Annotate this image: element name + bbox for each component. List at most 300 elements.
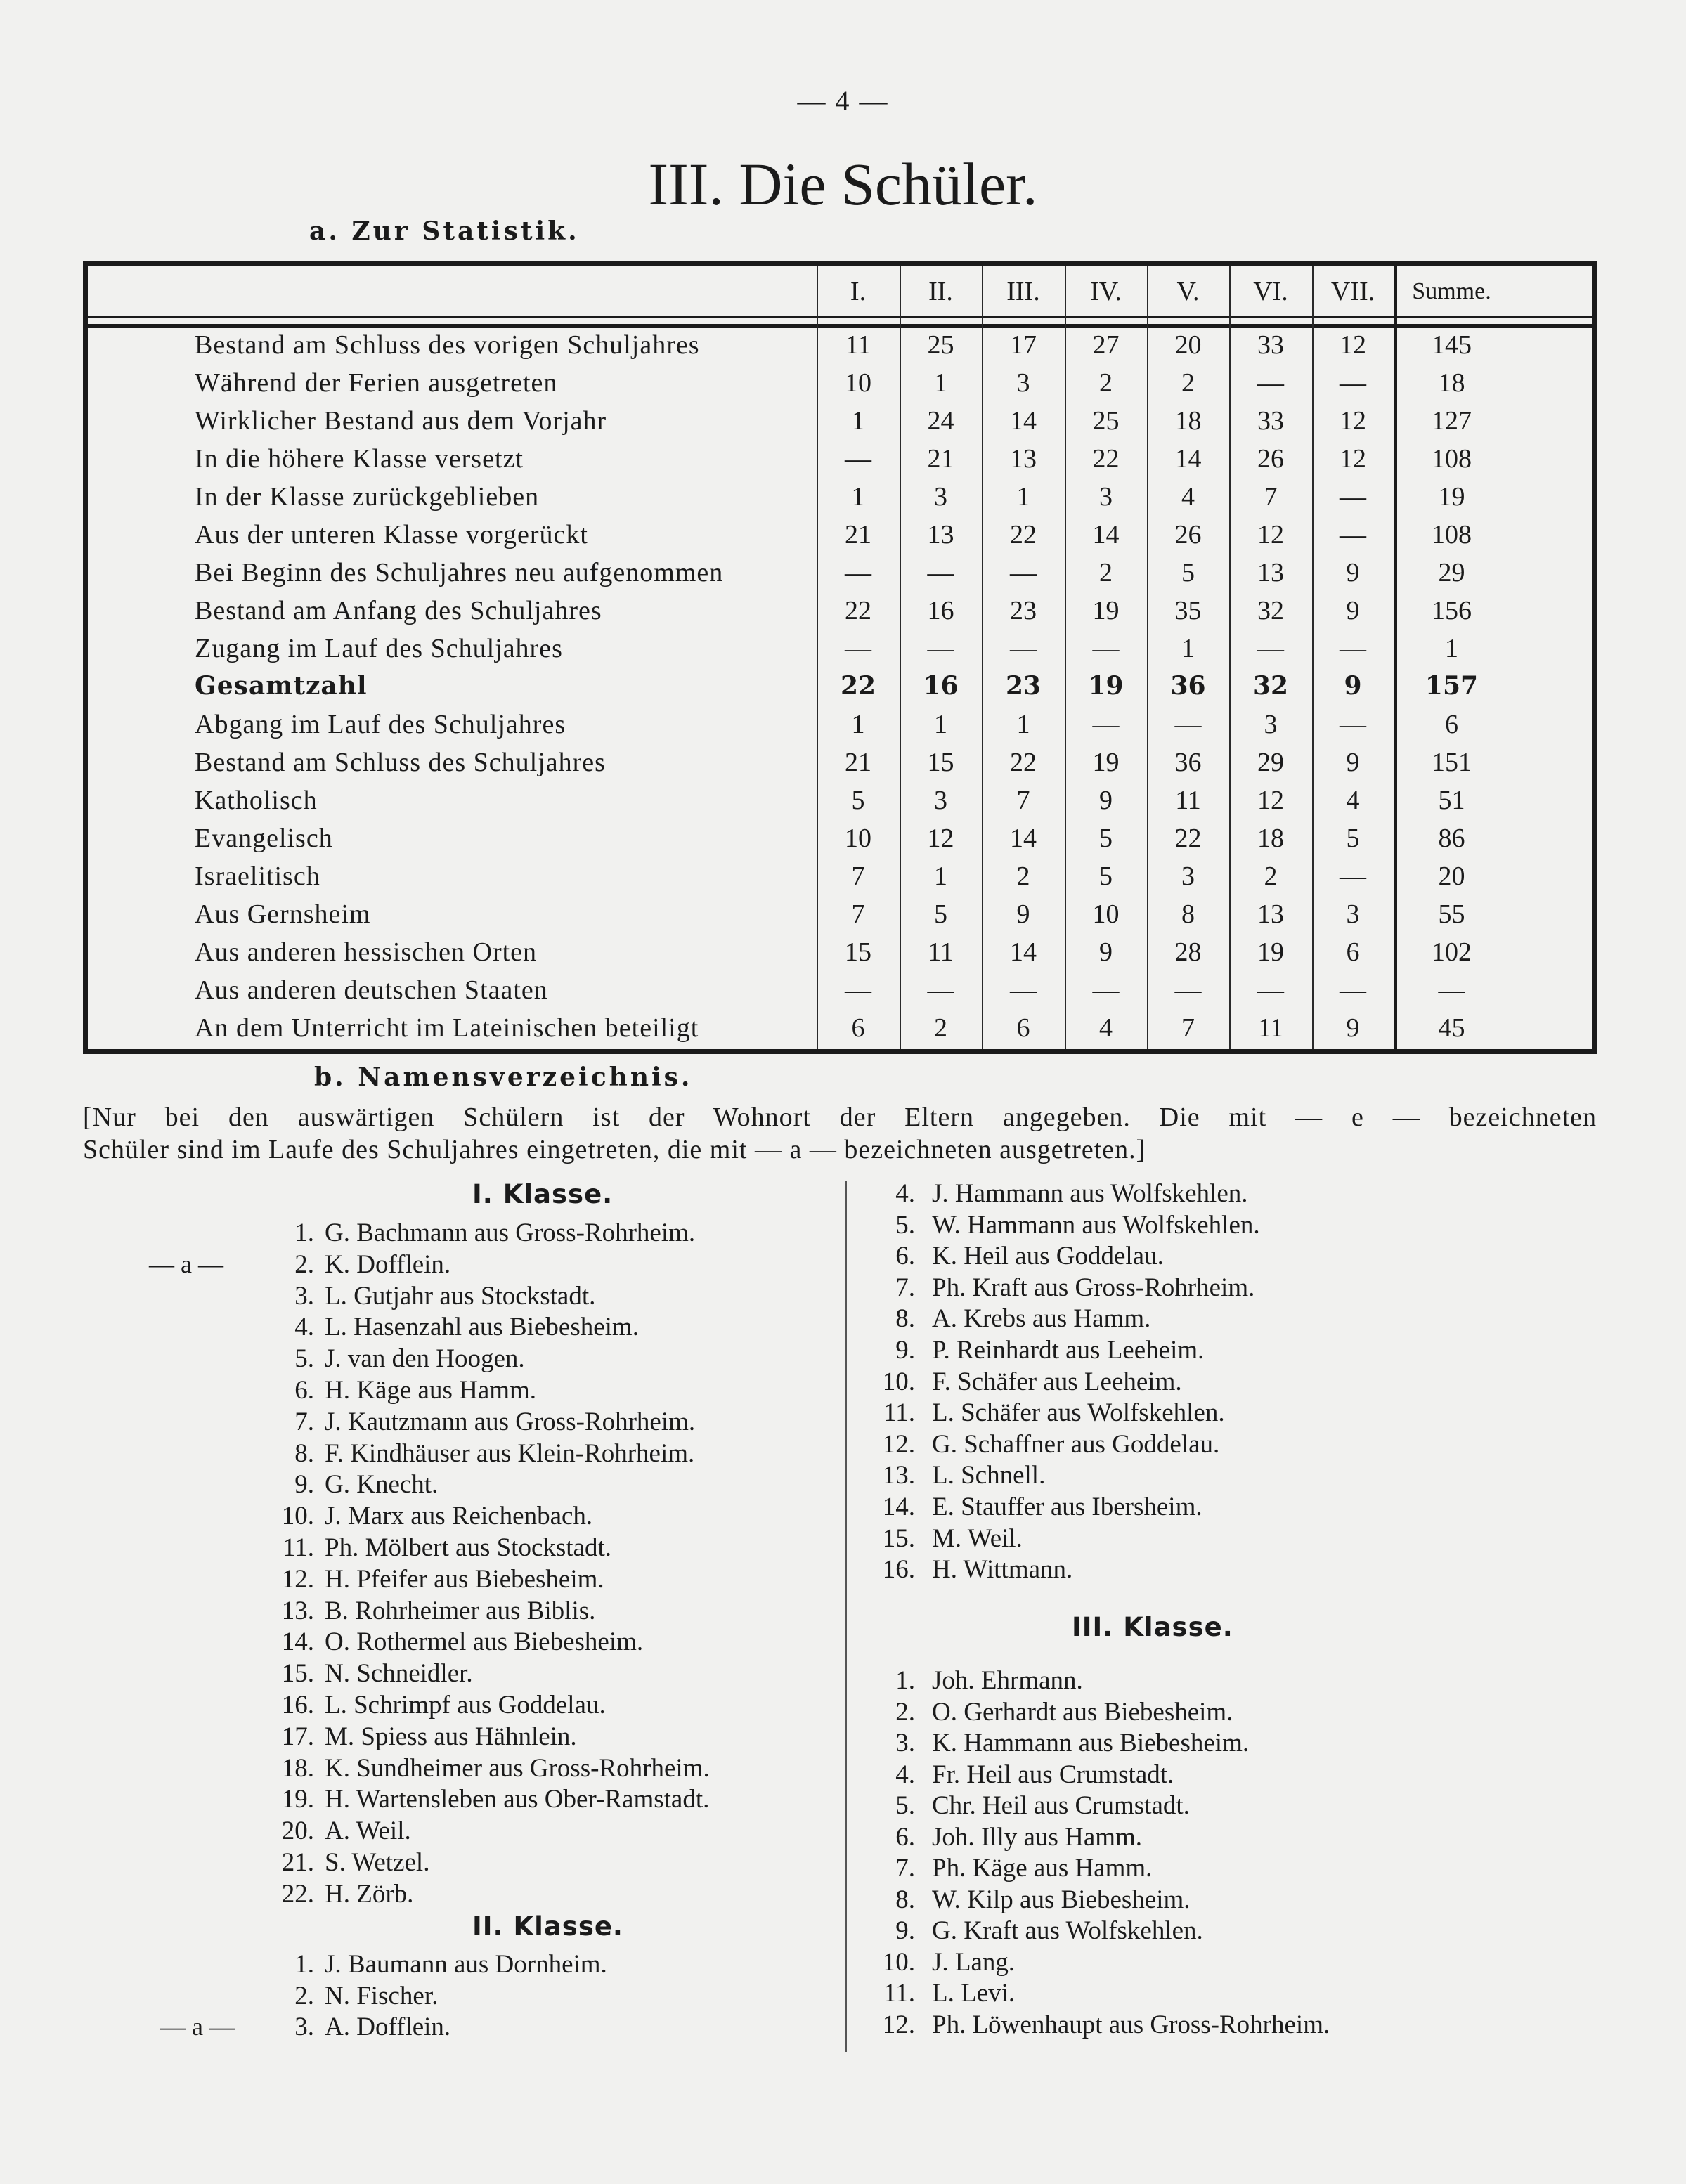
table-cell: — <box>1010 634 1037 663</box>
table-cell: 3 <box>1016 368 1030 398</box>
table-cell: 19 <box>1092 748 1120 777</box>
list-item <box>871 1790 1190 1821</box>
list-item-number: 13. <box>281 1596 314 1625</box>
table-cell: — <box>1438 975 1465 1005</box>
list-item <box>271 1407 695 1437</box>
table-cell: 21 <box>845 520 871 550</box>
list-item <box>871 1916 1203 1946</box>
list-item-number: 12. <box>281 1564 314 1594</box>
list-item <box>871 1398 1225 1428</box>
note-line-2: Schüler sind im Laufe des Schuljahres eingetreten, die mit — a — bezeichneten ausgetreten.] <box>83 1135 1146 1164</box>
list-item-number: 10. <box>882 1367 915 1396</box>
row-label: Bei Beginn des Schuljahres neu aufgenommen <box>195 558 724 587</box>
list-item-name: G. Knecht. <box>325 1470 439 1500</box>
list-item-name: O. Rothermel aus Biebesheim. <box>325 1627 644 1657</box>
table-cell: 22 <box>1092 444 1120 474</box>
list-item-number: 13. <box>882 1461 915 1490</box>
list-item <box>271 1218 695 1248</box>
list-item-number: 3. <box>294 2013 314 2041</box>
list-item-number: 8. <box>895 1885 915 1914</box>
table-cell: 28 <box>1174 937 1202 967</box>
list-item <box>271 1501 592 1531</box>
withdrawn-mark: — a — <box>149 1249 223 1278</box>
list-item <box>271 1312 639 1342</box>
table-cell: 9 <box>1346 748 1360 777</box>
table-cell: 11 <box>1257 1013 1284 1043</box>
row-label: Abgang im Lauf des Schuljahres <box>195 710 566 739</box>
table-cell: — <box>1257 368 1284 398</box>
table-cell: 26 <box>1174 520 1202 550</box>
row-label: Aus der unteren Klasse vorgerückt <box>195 520 588 550</box>
table-cell: 5 <box>851 786 865 815</box>
list-item <box>271 1533 611 1563</box>
list-item-name: P. Reinhardt aus Leeheim. <box>932 1336 1205 1365</box>
list-item-number: 9. <box>895 1916 915 1945</box>
list-item-number: 6. <box>895 1822 915 1852</box>
section-heading-statistik: a. Zur Statistik. <box>309 216 580 246</box>
list-item <box>871 1665 1083 1696</box>
table-cell: 29 <box>1257 748 1284 777</box>
table-cell: 13 <box>1257 899 1284 929</box>
list-item <box>871 1978 1015 2008</box>
table-cell: 7 <box>1264 482 1278 512</box>
table-cell: 6 <box>1016 1013 1030 1043</box>
list-item <box>871 1241 1164 1271</box>
list-item-name: Chr. Heil aus Crumstadt. <box>932 1791 1190 1820</box>
table-cell: 14 <box>1174 444 1202 474</box>
row-label: In der Klasse zurückgeblieben <box>195 482 540 512</box>
table-cell: 55 <box>1438 899 1465 929</box>
table-cell: 1 <box>1445 634 1458 663</box>
row-label: An dem Unterricht im Lateinischen beteiligt <box>195 1013 699 1043</box>
table-cell: 10 <box>845 824 871 853</box>
table-cell: 25 <box>927 330 954 360</box>
list-item <box>271 1949 607 1980</box>
list-item-number: 19. <box>281 1785 314 1814</box>
list-item-number: 7. <box>294 1407 314 1436</box>
table-cell: 27 <box>1092 330 1120 360</box>
table-cell: 12 <box>927 824 954 853</box>
table-cell: 4 <box>1346 786 1360 815</box>
list-item-number: 17. <box>281 1722 314 1751</box>
class-heading-2: II. Klasse. <box>472 1911 623 1942</box>
list-item-name: F. Kindhäuser aus Klein-Rohrheim. <box>325 1438 695 1468</box>
list-item-name: E. Stauffer aus Ibersheim. <box>932 1493 1202 1521</box>
table-cell: 157 <box>1425 671 1479 701</box>
table-cell: — <box>1092 634 1120 663</box>
table-cell: 6 <box>1445 710 1458 739</box>
table-cell: — <box>845 634 871 663</box>
list-item-name: H. Pfeifer aus Biebesheim. <box>325 1564 604 1594</box>
table-cell: 22 <box>840 671 876 701</box>
list-item-number: 15. <box>882 1523 915 1553</box>
table-cell: 11 <box>845 330 871 360</box>
table-cell: 1 <box>934 862 947 891</box>
list-item <box>271 1847 429 1878</box>
list-item-name: W. Hammann aus Wolfskehlen. <box>932 1210 1260 1240</box>
table-cell: 23 <box>1010 596 1037 625</box>
list-item-name: N. Fischer. <box>325 1981 439 2010</box>
class-heading-3: III. Klasse. <box>1072 1612 1233 1642</box>
list-item-name: J. Hammann aus Wolfskehlen. <box>932 1179 1248 1208</box>
list-item <box>871 1304 1150 1334</box>
list-item <box>871 1460 1045 1490</box>
list-item-number: 11. <box>283 1533 314 1562</box>
list-item <box>271 1375 536 1405</box>
table-cell: 3 <box>1346 899 1360 929</box>
table-cell: 2 <box>1264 862 1278 891</box>
list-item-name: H. Wittmann. <box>932 1555 1073 1585</box>
table-cell: 1 <box>851 406 865 436</box>
table-cell: 24 <box>927 406 954 436</box>
list-item <box>871 1728 1249 1758</box>
table-cell: 5 <box>1346 824 1360 853</box>
list-item <box>871 1429 1219 1460</box>
list-item-name: H. Käge aus Hamm. <box>325 1376 537 1405</box>
column-header: VI. <box>1253 277 1288 306</box>
list-item-name: B. Rohrheimer aus Biblis. <box>325 1596 596 1625</box>
list-item-number: 1. <box>294 1218 314 1247</box>
list-item-name: L. Schrimpf aus Goddelau. <box>325 1691 606 1720</box>
table-cell: — <box>927 634 954 663</box>
table-cell: 22 <box>1174 824 1202 853</box>
list-item <box>271 1753 710 1783</box>
table-cell: 19 <box>1088 671 1124 701</box>
table-cell: 9 <box>1016 899 1030 929</box>
table-cell: 1 <box>1016 710 1030 739</box>
table-cell: 102 <box>1432 937 1472 967</box>
table-cell: 20 <box>1174 330 1202 360</box>
table-cell: 6 <box>851 1013 865 1043</box>
list-item <box>871 1885 1191 1915</box>
table-cell: 151 <box>1432 748 1472 777</box>
list-item-number: 5. <box>294 1344 314 1374</box>
table-cell: 9 <box>1344 671 1362 701</box>
list-item <box>271 1658 473 1689</box>
table-cell: 36 <box>1174 748 1202 777</box>
list-item <box>871 1760 1174 1790</box>
list-item-number: 20. <box>281 1816 314 1846</box>
table-cell: 7 <box>1181 1013 1195 1043</box>
list-item <box>271 1784 709 1814</box>
list-item-number: 8. <box>895 1304 915 1334</box>
table-cell: 108 <box>1432 444 1472 474</box>
table-cell: 1 <box>851 482 865 512</box>
column-header: Summe. <box>1412 278 1491 304</box>
list-item <box>271 1344 525 1374</box>
table-cell: 19 <box>1438 482 1465 512</box>
table-cell: 12 <box>1257 786 1284 815</box>
table-cell: 14 <box>1010 937 1037 967</box>
table-cell: 20 <box>1438 862 1465 891</box>
table-cell: 7 <box>851 862 865 891</box>
list-item-name: A. Dofflein. <box>325 2013 451 2041</box>
table-cell: 29 <box>1438 558 1465 587</box>
table-cell: 12 <box>1257 520 1284 550</box>
column-header: I. <box>850 277 867 306</box>
table-cell: 36 <box>1170 671 1206 701</box>
list-item-number: 22. <box>281 1879 314 1909</box>
list-item-number: 14. <box>882 1493 915 1521</box>
table-cell: 2 <box>1099 368 1113 398</box>
table-cell: 7 <box>1016 786 1030 815</box>
list-item-name: K. Sundheimer aus Gross-Rohrheim. <box>325 1753 710 1783</box>
table-cell: — <box>1092 710 1120 739</box>
list-item-name: Ph. Mölbert aus Stockstadt. <box>325 1533 612 1562</box>
table-cell: 5 <box>1099 824 1113 853</box>
list-item-name: H. Zörb. <box>325 1879 414 1909</box>
list-item <box>871 1554 1072 1585</box>
page-title: III. Die Schüler. <box>648 150 1038 218</box>
list-item-name: Joh. Illy aus Hamm. <box>932 1822 1143 1852</box>
table-cell: 22 <box>845 596 871 625</box>
table-cell: 12 <box>1340 406 1366 436</box>
row-label: Israelitisch <box>195 862 320 891</box>
list-item-name: G. Kraft aus Wolfskehlen. <box>932 1916 1203 1945</box>
table-cell: 13 <box>927 520 954 550</box>
list-item-number: 8. <box>294 1438 314 1468</box>
list-item-name: Fr. Heil aus Crumstadt. <box>932 1760 1174 1789</box>
table-cell: 2 <box>1016 862 1030 891</box>
table-cell: — <box>1257 634 1284 663</box>
list-item-name: S. Wetzel. <box>325 1848 430 1877</box>
list-item-name: G. Schaffner aus Goddelau. <box>932 1429 1220 1459</box>
table-cell: 127 <box>1432 406 1472 436</box>
table-cell: 16 <box>927 596 954 625</box>
table-cell: — <box>1340 862 1366 891</box>
column-header: VII. <box>1330 277 1375 306</box>
table-cell: 14 <box>1010 824 1037 853</box>
list-item <box>271 1249 450 1280</box>
table-cell: 33 <box>1257 330 1284 360</box>
table-cell: 16 <box>923 671 959 701</box>
table-cell: 1 <box>1181 634 1195 663</box>
list-item <box>871 1492 1202 1522</box>
table-cell: 1 <box>934 368 947 398</box>
table-cell: 18 <box>1257 824 1284 853</box>
list-item-name: H. Wartensleben aus Ober-Ramstadt. <box>325 1785 710 1814</box>
list-item-number: 6. <box>294 1376 314 1405</box>
table-cell: — <box>845 558 871 587</box>
table-cell: 108 <box>1432 520 1472 550</box>
table-cell: 3 <box>1099 482 1113 512</box>
list-item-number: 16. <box>281 1691 314 1720</box>
table-cell: 4 <box>1099 1013 1113 1043</box>
table-cell: 1 <box>851 710 865 739</box>
table-cell: 32 <box>1257 596 1284 625</box>
table-cell: 12 <box>1340 330 1366 360</box>
list-item <box>271 1981 438 2011</box>
list-item-number: 18. <box>281 1753 314 1783</box>
table-cell: 9 <box>1099 786 1113 815</box>
list-item-name: A. Weil. <box>325 1816 411 1846</box>
row-label: Gesamtzahl <box>195 671 368 701</box>
list-item-number: 5. <box>895 1791 915 1820</box>
row-label: Aus anderen deutschen Staaten <box>195 975 548 1005</box>
row-label: Aus Gernsheim <box>195 899 371 929</box>
list-item <box>271 1469 438 1500</box>
table-cell: 5 <box>1099 862 1113 891</box>
table-cell: — <box>1340 368 1366 398</box>
table-cell: 9 <box>1346 596 1360 625</box>
list-item-number: 12. <box>882 2010 915 2039</box>
list-item-number: 6. <box>895 1242 915 1271</box>
table-cell: 32 <box>1252 671 1289 701</box>
list-item-number: 4. <box>895 1179 915 1208</box>
list-item-number: 2. <box>294 1249 314 1279</box>
list-item-number: 7. <box>895 1273 915 1302</box>
list-item <box>871 1367 1182 1397</box>
list-item-name: J. Lang. <box>932 1947 1016 1977</box>
list-item-number: 7. <box>895 1854 915 1883</box>
table-cell: 14 <box>1092 520 1120 550</box>
row-label: Bestand am Schluss des vorigen Schuljahres <box>195 330 700 360</box>
list-item <box>271 1564 604 1594</box>
table-cell: — <box>1340 634 1366 663</box>
table-cell: 4 <box>1181 482 1195 512</box>
list-item-number: 11. <box>883 1979 915 2008</box>
page-number: — 4 — <box>797 85 889 117</box>
list-item <box>271 1281 595 1311</box>
list-item-number: 5. <box>895 1210 915 1240</box>
list-item-name: G. Bachmann aus Gross-Rohrheim. <box>325 1218 696 1247</box>
table-cell: 145 <box>1432 330 1472 360</box>
table-cell: 15 <box>845 937 871 967</box>
list-item-name: J. Kautzmann aus Gross-Rohrheim. <box>325 1407 696 1436</box>
list-item-number: 4. <box>895 1760 915 1789</box>
list-item <box>871 1947 1015 1977</box>
row-label: Wirklicher Bestand aus dem Vorjahr <box>195 406 607 436</box>
table-cell: 14 <box>1010 406 1037 436</box>
table-cell: 9 <box>1099 937 1113 967</box>
list-item-name: Ph. Löwenhaupt aus Gross-Rohrheim. <box>932 2010 1330 2039</box>
table-cell: 9 <box>1346 1013 1360 1043</box>
table-cell: 11 <box>928 937 954 967</box>
row-label: Aus anderen hessischen Orten <box>195 937 538 967</box>
list-item-number: 21. <box>281 1848 314 1877</box>
list-item-name: Ph. Käge aus Hamm. <box>932 1854 1153 1883</box>
list-item-number: 2. <box>895 1697 915 1727</box>
table-cell: 5 <box>1181 558 1195 587</box>
list-item-name: J. Marx aus Reichenbach. <box>325 1502 593 1531</box>
table-cell: 19 <box>1092 596 1120 625</box>
table-cell: 1 <box>1016 482 1030 512</box>
list-item-number: 10. <box>281 1502 314 1531</box>
table-cell: — <box>1340 710 1366 739</box>
table-cell: 17 <box>1010 330 1037 360</box>
list-item-number: 12. <box>882 1429 915 1459</box>
list-item-number: 15. <box>281 1659 314 1689</box>
table-cell: 13 <box>1257 558 1284 587</box>
table-cell: 21 <box>927 444 954 474</box>
column-header: II. <box>928 277 953 306</box>
table-cell: 3 <box>1181 862 1195 891</box>
withdrawn-mark: — a — <box>160 2013 235 2041</box>
column-header: V. <box>1176 277 1200 306</box>
list-item-number: 3. <box>895 1729 915 1757</box>
list-item <box>271 1596 595 1626</box>
table-cell: 5 <box>934 899 947 929</box>
list-item <box>271 1690 606 1720</box>
table-cell: 22 <box>1010 520 1037 550</box>
table-cell: 7 <box>851 899 865 929</box>
table-cell: — <box>1010 558 1037 587</box>
table-cell: 12 <box>1340 444 1366 474</box>
list-item <box>871 1178 1248 1209</box>
list-item <box>871 1853 1152 1883</box>
list-item <box>871 2010 1330 2040</box>
list-item <box>271 1438 694 1469</box>
table-cell: 23 <box>1005 671 1042 701</box>
list-item-name: N. Schneidler. <box>325 1659 473 1689</box>
list-item-name: K. Dofflein. <box>325 1249 451 1279</box>
table-cell: — <box>845 975 871 1005</box>
table-cell: — <box>927 975 954 1005</box>
table-cell: 156 <box>1432 596 1472 625</box>
list-item-name: J. van den Hoogen. <box>325 1344 525 1374</box>
list-item <box>271 2012 450 2042</box>
list-item-name: A. Krebs aus Hamm. <box>932 1304 1151 1334</box>
list-item-number: 16. <box>882 1555 915 1585</box>
table-cell: 21 <box>845 748 871 777</box>
table-cell: 45 <box>1438 1013 1465 1043</box>
table-cell: 11 <box>1175 786 1201 815</box>
table-cell: 8 <box>1181 899 1195 929</box>
table-cell: 86 <box>1438 824 1465 853</box>
list-item <box>871 1335 1204 1365</box>
table-cell: — <box>1257 975 1284 1005</box>
table-cell: 26 <box>1257 444 1284 474</box>
table-cell: 3 <box>1264 710 1278 739</box>
list-item-name: Joh. Ehrmann. <box>932 1666 1083 1695</box>
row-label: Evangelisch <box>195 824 333 853</box>
table-cell: 2 <box>1099 558 1113 587</box>
column-header: IV. <box>1090 277 1122 306</box>
table-cell: 9 <box>1346 558 1360 587</box>
table-cell: 2 <box>1181 368 1195 398</box>
list-item-name: M. Weil. <box>932 1523 1023 1553</box>
table-cell: 19 <box>1257 937 1284 967</box>
list-item-name: K. Heil aus Goddelau. <box>932 1242 1164 1271</box>
table-cell: 6 <box>1346 937 1360 967</box>
row-label: Bestand am Schluss des Schuljahres <box>195 748 606 777</box>
table-cell: — <box>927 558 954 587</box>
list-item <box>271 1627 643 1657</box>
row-label: Während der Ferien ausgetreten <box>195 368 558 398</box>
table-cell: — <box>845 444 871 474</box>
table-cell: — <box>1174 975 1202 1005</box>
class-heading-1: I. Klasse. <box>472 1179 614 1209</box>
table-cell: — <box>1174 710 1202 739</box>
table-cell: — <box>1340 482 1366 512</box>
table-cell: 13 <box>1010 444 1037 474</box>
list-item-name: M. Spiess aus Hähnlein. <box>325 1722 577 1751</box>
table-cell: 22 <box>1010 748 1037 777</box>
list-item-number: 2. <box>294 1981 314 2010</box>
list-item <box>871 1210 1260 1240</box>
list-item-name: Ph. Kraft aus Gross-Rohrheim. <box>932 1273 1255 1302</box>
table-cell: 51 <box>1438 786 1465 815</box>
list-item <box>871 1697 1233 1727</box>
list-item-number: 14. <box>281 1627 314 1657</box>
list-item <box>871 1273 1254 1303</box>
list-item-name: L. Hasenzahl aus Biebesheim. <box>325 1313 639 1342</box>
list-item <box>871 1523 1023 1554</box>
list-item-number: 1. <box>294 1950 314 1979</box>
list-item-name: L. Gutjahr aus Stockstadt. <box>325 1281 596 1311</box>
table-cell: 18 <box>1174 406 1202 436</box>
list-item-number: 3. <box>294 1281 314 1311</box>
